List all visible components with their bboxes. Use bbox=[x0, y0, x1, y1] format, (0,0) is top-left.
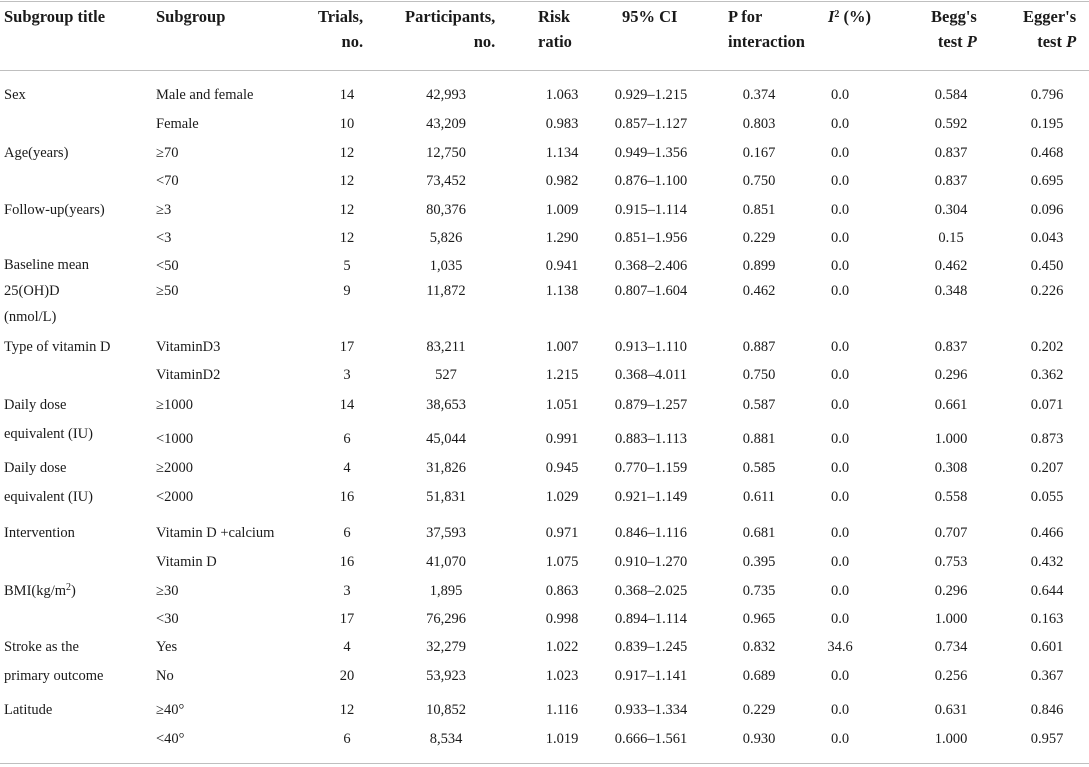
cell-risk-ratio: 1.007 bbox=[545, 339, 579, 355]
cell-participants: 12,750 bbox=[426, 145, 466, 161]
cell-p-interaction: 0.611 bbox=[742, 489, 776, 505]
cell-subgroup: ≥70 bbox=[156, 145, 179, 161]
cell-participants: 51,831 bbox=[426, 489, 466, 505]
cell-p-interaction: 0.689 bbox=[742, 668, 776, 684]
cell-trials: 12 bbox=[339, 145, 355, 161]
group-title bbox=[4, 252, 89, 330]
group-title bbox=[4, 454, 93, 512]
cell-i-squared: 0.0 bbox=[830, 397, 850, 413]
cell-subgroup: Male and female bbox=[156, 87, 254, 103]
cell-eggers-p: 0.644 bbox=[1030, 583, 1064, 599]
group-title-line: equivalent (IU) bbox=[4, 489, 93, 505]
cell-i-squared: 34.6 bbox=[827, 639, 853, 655]
cell-p-interaction: 0.930 bbox=[742, 731, 776, 747]
cell-subgroup: VitaminD2 bbox=[156, 367, 221, 383]
cell-eggers-p: 0.071 bbox=[1030, 397, 1064, 413]
cell-beggs-p: 0.753 bbox=[934, 554, 968, 570]
header-95-ci: 95% CI bbox=[622, 7, 678, 26]
cell-beggs-p: 0.296 bbox=[934, 583, 968, 599]
header-p-for-interaction: P for interaction bbox=[728, 7, 805, 51]
cell-risk-ratio: 1.023 bbox=[545, 668, 579, 684]
cell-i-squared: 0.0 bbox=[830, 702, 850, 718]
cell-95-ci: 0.368–4.011 bbox=[615, 367, 687, 383]
cell-95-ci: 0.770–1.159 bbox=[614, 460, 688, 476]
cell-trials: 14 bbox=[339, 397, 355, 413]
cell-beggs-p: 0.308 bbox=[934, 460, 968, 476]
cell-95-ci: 0.876–1.100 bbox=[614, 173, 688, 189]
group-title-line: Latitude bbox=[4, 702, 53, 718]
cell-beggs-p: 0.837 bbox=[934, 145, 968, 161]
group-title-line: Daily dose bbox=[4, 397, 67, 413]
cell-subgroup: <1000 bbox=[156, 431, 194, 447]
cell-i-squared: 0.0 bbox=[830, 460, 850, 476]
group-title-line: Daily dose bbox=[4, 460, 67, 476]
cell-subgroup: <70 bbox=[156, 173, 179, 189]
cell-p-interaction: 0.587 bbox=[742, 397, 776, 413]
group-title bbox=[4, 333, 111, 361]
cell-beggs-p: 0.15 bbox=[938, 230, 964, 246]
cell-subgroup: VitaminD3 bbox=[156, 339, 221, 355]
cell-i-squared: 0.0 bbox=[830, 258, 850, 274]
cell-i-squared: 0.0 bbox=[830, 87, 850, 103]
cell-risk-ratio: 1.134 bbox=[545, 145, 579, 161]
cell-participants: 45,044 bbox=[426, 431, 466, 447]
cell-95-ci: 0.839–1.245 bbox=[614, 639, 688, 655]
group-title-line: equivalent (IU) bbox=[4, 426, 93, 442]
cell-subgroup: Yes bbox=[156, 639, 178, 655]
cell-beggs-p: 1.000 bbox=[934, 611, 968, 627]
cell-trials: 6 bbox=[343, 525, 351, 541]
cell-i-squared: 0.0 bbox=[830, 339, 850, 355]
cell-95-ci: 0.910–1.270 bbox=[614, 554, 688, 570]
cell-subgroup: <2000 bbox=[156, 489, 194, 505]
cell-trials: 17 bbox=[339, 339, 355, 355]
cell-participants: 32,279 bbox=[426, 639, 466, 655]
group-title-line: 25(OH)D bbox=[4, 283, 60, 299]
cell-risk-ratio: 1.215 bbox=[545, 367, 579, 383]
cell-95-ci: 0.851–1.956 bbox=[614, 230, 688, 246]
cell-eggers-p: 0.043 bbox=[1030, 230, 1064, 246]
group-title-text: ) bbox=[71, 583, 76, 599]
cell-trials: 16 bbox=[339, 554, 355, 570]
cell-95-ci: 0.921–1.149 bbox=[614, 489, 688, 505]
cell-beggs-p: 0.558 bbox=[934, 489, 968, 505]
cell-participants: 80,376 bbox=[426, 202, 466, 218]
cell-beggs-p: 1.000 bbox=[934, 731, 968, 747]
cell-risk-ratio: 0.982 bbox=[545, 173, 579, 189]
cell-eggers-p: 0.796 bbox=[1030, 87, 1064, 103]
cell-eggers-p: 0.432 bbox=[1030, 554, 1064, 570]
cell-i-squared: 0.0 bbox=[830, 554, 850, 570]
cell-i-squared: 0.0 bbox=[830, 525, 850, 541]
superscript: 2 bbox=[66, 582, 72, 593]
cell-participants: 43,209 bbox=[426, 116, 466, 132]
cell-trials: 10 bbox=[339, 116, 355, 132]
header-participants: Participants, no. bbox=[405, 7, 496, 51]
cell-eggers-p: 0.163 bbox=[1030, 611, 1064, 627]
cell-participants: 53,923 bbox=[426, 668, 466, 684]
cell-beggs-p: 0.734 bbox=[934, 639, 968, 655]
cell-i-squared: 0.0 bbox=[830, 145, 850, 161]
group-title-line: Type of vitamin D bbox=[4, 339, 111, 355]
cell-risk-ratio: 0.983 bbox=[545, 116, 579, 132]
cell-beggs-p: 0.837 bbox=[934, 173, 968, 189]
cell-trials: 12 bbox=[339, 202, 355, 218]
cell-subgroup: <50 bbox=[156, 258, 179, 274]
cell-participants: 76,296 bbox=[426, 611, 466, 627]
cell-participants: 11,872 bbox=[426, 283, 466, 299]
cell-95-ci: 0.883–1.113 bbox=[615, 431, 687, 447]
cell-i-squared: 0.0 bbox=[830, 668, 850, 684]
cell-subgroup: Vitamin D +calcium bbox=[156, 525, 275, 541]
cell-p-interaction: 0.395 bbox=[742, 554, 776, 570]
cell-p-interaction: 0.750 bbox=[742, 367, 776, 383]
cell-participants: 8,534 bbox=[429, 731, 463, 747]
cell-p-interaction: 0.229 bbox=[742, 230, 776, 246]
cell-trials: 3 bbox=[343, 583, 351, 599]
cell-trials: 5 bbox=[343, 258, 351, 274]
cell-eggers-p: 0.055 bbox=[1030, 489, 1064, 505]
header-eggers-test: Egger's test P bbox=[1023, 7, 1077, 51]
header-risk-ratio: Risk ratio bbox=[538, 7, 572, 51]
group-title bbox=[4, 196, 105, 224]
cell-95-ci: 0.913–1.110 bbox=[615, 339, 687, 355]
cell-95-ci: 0.933–1.334 bbox=[614, 702, 688, 718]
cell-95-ci: 0.846–1.116 bbox=[615, 525, 687, 541]
cell-beggs-p: 0.631 bbox=[934, 702, 968, 718]
cell-p-interaction: 0.374 bbox=[742, 87, 776, 103]
header-i-squared: $I^2$ (%) bbox=[828, 7, 872, 26]
cell-subgroup: ≥3 bbox=[156, 202, 172, 218]
group-title-line: Stroke as the bbox=[4, 639, 79, 655]
cell-95-ci: 0.879–1.257 bbox=[614, 397, 688, 413]
cell-trials: 4 bbox=[343, 639, 351, 655]
cell-beggs-p: 0.837 bbox=[934, 339, 968, 355]
cell-participants: 5,826 bbox=[429, 230, 463, 246]
cell-i-squared: 0.0 bbox=[830, 230, 850, 246]
cell-participants: 73,452 bbox=[426, 173, 466, 189]
cell-p-interaction: 0.851 bbox=[742, 202, 776, 218]
cell-risk-ratio: 1.051 bbox=[545, 397, 579, 413]
group-title bbox=[4, 391, 93, 449]
cell-p-interaction: 0.881 bbox=[742, 431, 776, 447]
cell-risk-ratio: 0.991 bbox=[545, 431, 579, 447]
cell-participants: 31,826 bbox=[426, 460, 466, 476]
cell-beggs-p: 0.661 bbox=[934, 397, 968, 413]
cell-beggs-p: 0.584 bbox=[934, 87, 968, 103]
table-header-rule bbox=[0, 70, 1089, 71]
cell-p-interaction: 0.750 bbox=[742, 173, 776, 189]
cell-subgroup: ≥2000 bbox=[156, 460, 193, 476]
cell-95-ci: 0.807–1.604 bbox=[614, 283, 688, 299]
cell-eggers-p: 0.202 bbox=[1030, 339, 1064, 355]
cell-beggs-p: 0.592 bbox=[934, 116, 968, 132]
cell-i-squared: 0.0 bbox=[830, 116, 850, 132]
cell-95-ci: 0.894–1.114 bbox=[615, 611, 687, 627]
cell-trials: 12 bbox=[339, 230, 355, 246]
cell-participants: 41,070 bbox=[426, 554, 466, 570]
header-trials: Trials, no. bbox=[318, 7, 364, 51]
group-title-line: Sex bbox=[4, 87, 26, 103]
header-beggs-test: Begg's test P bbox=[931, 7, 977, 51]
cell-trials: 6 bbox=[343, 731, 351, 747]
cell-i-squared: 0.0 bbox=[830, 731, 850, 747]
cell-95-ci: 0.368–2.025 bbox=[614, 583, 688, 599]
group-title-line: (nmol/L) bbox=[4, 309, 57, 325]
cell-risk-ratio: 1.075 bbox=[545, 554, 579, 570]
cell-95-ci: 0.917–1.141 bbox=[614, 668, 688, 684]
cell-risk-ratio: 1.022 bbox=[545, 639, 579, 655]
cell-beggs-p: 0.707 bbox=[934, 525, 968, 541]
cell-eggers-p: 0.468 bbox=[1030, 145, 1064, 161]
group-title-text: BMI(kg/m bbox=[4, 583, 67, 599]
cell-subgroup: ≥1000 bbox=[156, 397, 193, 413]
cell-p-interaction: 0.462 bbox=[742, 283, 776, 299]
cell-participants: 1,035 bbox=[429, 258, 463, 274]
cell-participants: 83,211 bbox=[426, 339, 466, 355]
cell-risk-ratio: 0.941 bbox=[545, 258, 579, 274]
cell-trials: 12 bbox=[339, 173, 355, 189]
cell-participants: 1,895 bbox=[429, 583, 463, 599]
cell-i-squared: 0.0 bbox=[830, 431, 850, 447]
cell-trials: 3 bbox=[343, 367, 351, 383]
group-title-line: Age(years) bbox=[4, 145, 69, 161]
cell-beggs-p: 0.256 bbox=[934, 668, 968, 684]
cell-trials: 12 bbox=[339, 702, 355, 718]
cell-p-interaction: 0.681 bbox=[742, 525, 776, 541]
cell-participants: 527 bbox=[435, 367, 457, 383]
cell-risk-ratio: 0.971 bbox=[545, 525, 579, 541]
cell-i-squared: 0.0 bbox=[830, 367, 850, 383]
cell-95-ci: 0.929–1.215 bbox=[614, 87, 688, 103]
table-top-rule bbox=[0, 1, 1089, 2]
cell-p-interaction: 0.229 bbox=[742, 702, 776, 718]
cell-95-ci: 0.666–1.561 bbox=[614, 731, 688, 747]
cell-trials: 6 bbox=[343, 431, 351, 447]
group-title bbox=[4, 519, 75, 548]
cell-p-interaction: 0.887 bbox=[742, 339, 776, 355]
cell-participants: 10,852 bbox=[426, 702, 466, 718]
cell-eggers-p: 0.207 bbox=[1030, 460, 1064, 476]
cell-participants: 37,593 bbox=[426, 525, 466, 541]
header-subgroup-title: Subgroup title bbox=[4, 7, 106, 26]
cell-p-interaction: 0.735 bbox=[742, 583, 776, 599]
group-title-line: Follow-up(years) bbox=[4, 202, 105, 218]
cell-eggers-p: 0.601 bbox=[1030, 639, 1064, 655]
cell-p-interaction: 0.803 bbox=[742, 116, 776, 132]
cell-eggers-p: 0.096 bbox=[1030, 202, 1064, 218]
cell-eggers-p: 0.450 bbox=[1030, 258, 1064, 274]
cell-i-squared: 0.0 bbox=[830, 283, 850, 299]
cell-subgroup: Vitamin D bbox=[156, 554, 217, 570]
cell-beggs-p: 0.296 bbox=[934, 367, 968, 383]
cell-p-interaction: 0.832 bbox=[742, 639, 776, 655]
group-title-bmi bbox=[4, 583, 76, 599]
cell-subgroup: Female bbox=[156, 116, 199, 132]
cell-beggs-p: 0.462 bbox=[934, 258, 968, 274]
cell-p-interaction: 0.585 bbox=[742, 460, 776, 476]
cell-p-interaction: 0.965 bbox=[742, 611, 776, 627]
cell-risk-ratio: 1.063 bbox=[545, 87, 579, 103]
cell-95-ci: 0.857–1.127 bbox=[614, 116, 688, 132]
cell-risk-ratio: 1.116 bbox=[545, 702, 579, 718]
group-title bbox=[4, 633, 103, 691]
group-title bbox=[4, 139, 68, 167]
cell-risk-ratio: 1.029 bbox=[545, 489, 579, 505]
header-subgroup: Subgroup bbox=[156, 7, 226, 26]
cell-subgroup: ≥30 bbox=[156, 583, 179, 599]
cell-risk-ratio: 1.290 bbox=[545, 230, 579, 246]
cell-eggers-p: 0.367 bbox=[1030, 668, 1064, 684]
cell-subgroup: No bbox=[156, 668, 174, 684]
cell-eggers-p: 0.695 bbox=[1030, 173, 1064, 189]
cell-p-interaction: 0.167 bbox=[742, 145, 776, 161]
cell-i-squared: 0.0 bbox=[830, 202, 850, 218]
cell-eggers-p: 0.873 bbox=[1030, 431, 1064, 447]
cell-eggers-p: 0.226 bbox=[1030, 283, 1064, 299]
cell-subgroup: ≥40° bbox=[156, 702, 185, 718]
group-title bbox=[4, 81, 26, 109]
cell-i-squared: 0.0 bbox=[830, 583, 850, 599]
cell-subgroup: <40° bbox=[156, 731, 185, 747]
cell-risk-ratio: 0.863 bbox=[545, 583, 579, 599]
cell-risk-ratio: 1.009 bbox=[545, 202, 579, 218]
cell-risk-ratio: 0.945 bbox=[545, 460, 579, 476]
cell-trials: 20 bbox=[339, 668, 355, 684]
cell-eggers-p: 0.846 bbox=[1030, 702, 1064, 718]
cell-trials: 17 bbox=[339, 611, 355, 627]
cell-eggers-p: 0.195 bbox=[1030, 116, 1064, 132]
cell-subgroup: <3 bbox=[156, 230, 172, 246]
cell-trials: 14 bbox=[339, 87, 355, 103]
cell-p-interaction: 0.899 bbox=[742, 258, 776, 274]
cell-beggs-p: 0.348 bbox=[934, 283, 968, 299]
cell-subgroup: <30 bbox=[156, 611, 179, 627]
cell-trials: 16 bbox=[339, 489, 355, 505]
cell-i-squared: 0.0 bbox=[830, 611, 850, 627]
group-title-line: Baseline mean bbox=[4, 257, 89, 273]
cell-beggs-p: 0.304 bbox=[934, 202, 968, 218]
cell-eggers-p: 0.466 bbox=[1030, 525, 1064, 541]
cell-participants: 38,653 bbox=[426, 397, 466, 413]
cell-95-ci: 0.368–2.406 bbox=[614, 258, 688, 274]
cell-i-squared: 0.0 bbox=[830, 173, 850, 189]
cell-95-ci: 0.915–1.114 bbox=[615, 202, 687, 218]
group-title-line: Intervention bbox=[4, 525, 75, 541]
table-bottom-rule bbox=[0, 763, 1089, 764]
cell-risk-ratio: 1.019 bbox=[545, 731, 579, 747]
group-title bbox=[4, 577, 76, 605]
cell-trials: 4 bbox=[343, 460, 351, 476]
cell-trials: 9 bbox=[343, 283, 351, 299]
cell-subgroup: ≥50 bbox=[156, 283, 179, 299]
cell-i-squared: 0.0 bbox=[830, 489, 850, 505]
cell-risk-ratio: 1.138 bbox=[545, 283, 579, 299]
cell-risk-ratio: 0.998 bbox=[545, 611, 579, 627]
group-title-line: primary outcome bbox=[4, 668, 104, 684]
cell-eggers-p: 0.957 bbox=[1030, 731, 1064, 747]
cell-95-ci: 0.949–1.356 bbox=[614, 145, 688, 161]
group-title bbox=[4, 696, 52, 724]
cell-participants: 42,993 bbox=[426, 87, 466, 103]
cell-beggs-p: 1.000 bbox=[934, 431, 968, 447]
cell-eggers-p: 0.362 bbox=[1030, 367, 1064, 383]
